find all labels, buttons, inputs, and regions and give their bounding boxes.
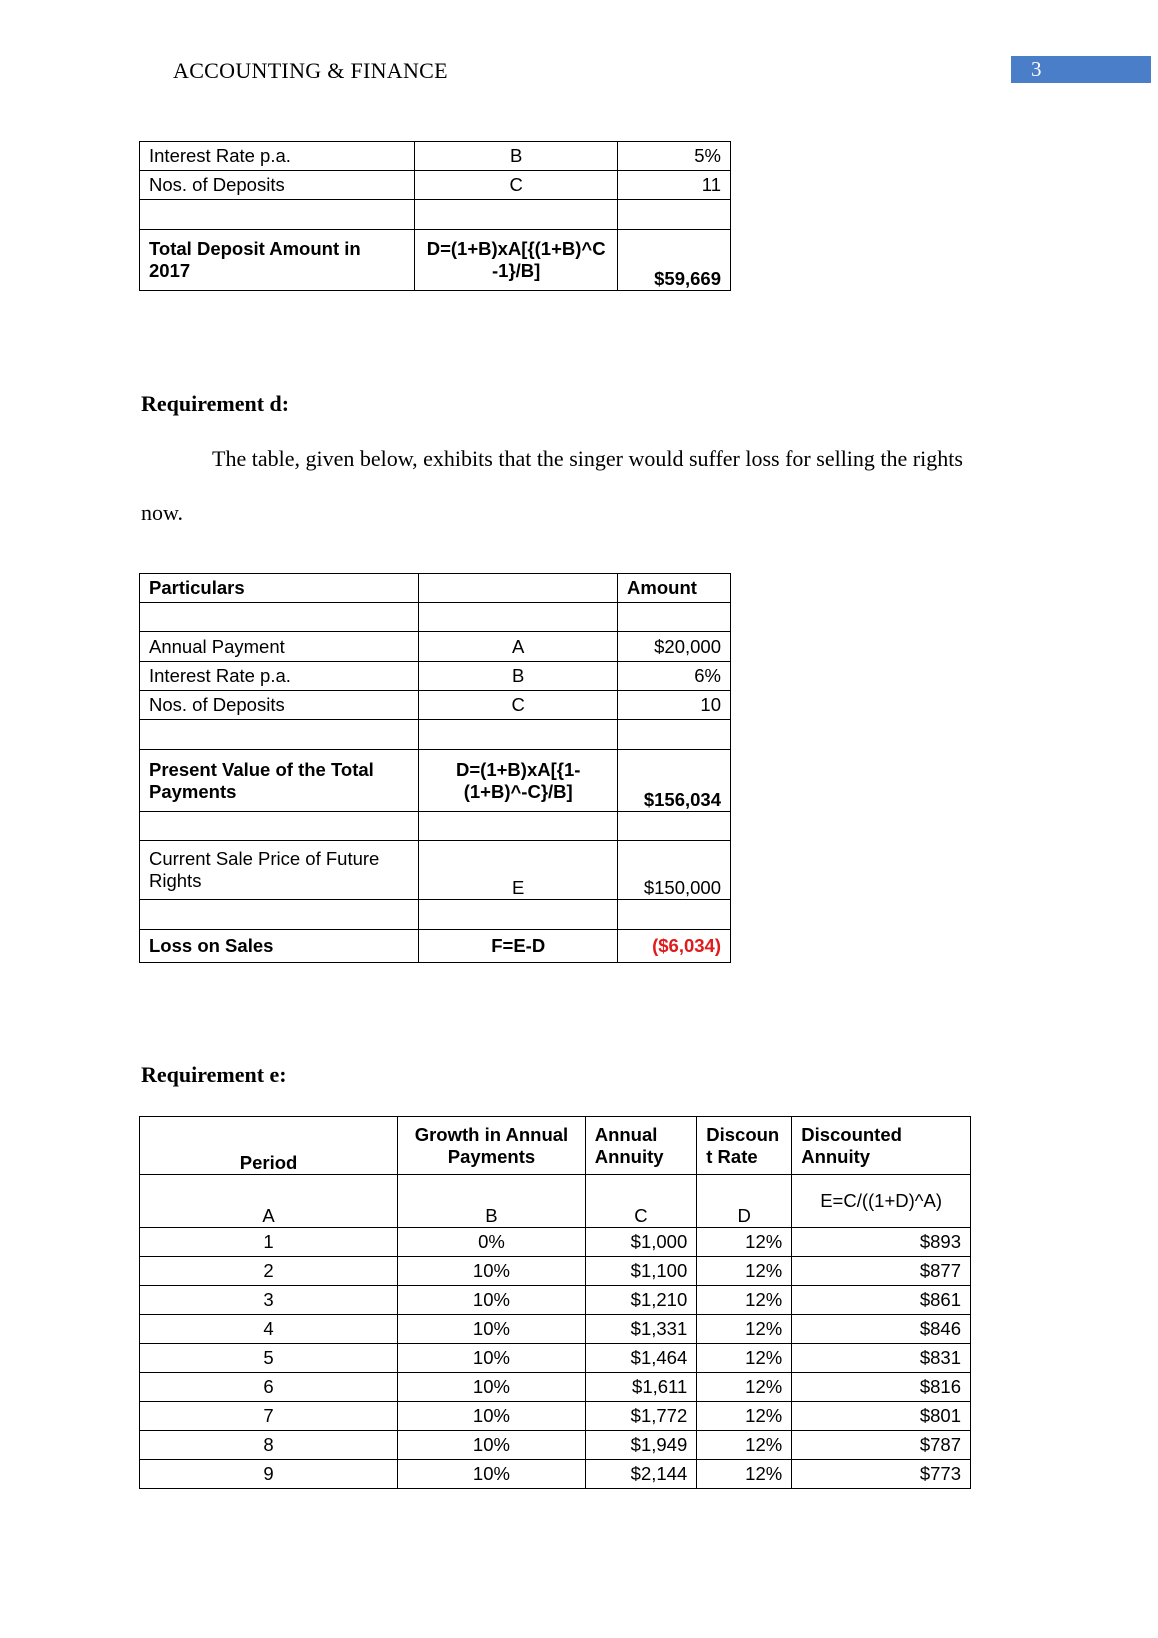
cell-period: 7 [140, 1402, 398, 1431]
cell-period: 4 [140, 1315, 398, 1344]
empty-row [140, 200, 731, 230]
table-row [140, 1315, 971, 1344]
cell-growth: 10% [398, 1431, 586, 1460]
cell-annuity: $1,611 [585, 1373, 697, 1402]
row-value: 10 [618, 691, 731, 720]
code-row [140, 1175, 971, 1228]
table-row [140, 1373, 971, 1402]
empty-row [140, 720, 731, 750]
code-d: D [697, 1175, 792, 1228]
pv-formula: D=(1+B)xA[{1-(1+B)^-C}/B] [419, 750, 618, 812]
empty-row [140, 603, 731, 632]
table-row [140, 1286, 971, 1315]
sale-label: Current Sale Price of Future Rights [140, 841, 419, 900]
table-row [140, 1460, 971, 1489]
cell-discounted-annuity: $787 [792, 1431, 971, 1460]
table-row [140, 632, 731, 662]
table-row [140, 662, 731, 691]
loss-label: Loss on Sales [140, 930, 419, 963]
annuity-table [139, 1116, 971, 1489]
cell-discounted-annuity: $893 [792, 1228, 971, 1257]
cell-discounted-annuity: $816 [792, 1373, 971, 1402]
row-value: 11 [618, 171, 731, 200]
total-formula: D=(1+B)xA[{(1+B)^C -1}/B] [415, 230, 618, 291]
cell-discount-rate: 12% [697, 1402, 792, 1431]
cell-growth: 10% [398, 1286, 586, 1315]
col-header-annuity: Annual Annuity [585, 1117, 697, 1175]
cell-discount-rate: 12% [697, 1257, 792, 1286]
cell-annuity: $1,464 [585, 1344, 697, 1373]
code-c: C [585, 1175, 697, 1228]
cell-annuity: $1,772 [585, 1402, 697, 1431]
cell-annuity: $1,210 [585, 1286, 697, 1315]
cell-discount-rate: 12% [697, 1315, 792, 1344]
col-header-discounted-annuity: Discounted Annuity [792, 1117, 971, 1175]
pv-label: Present Value of the Total Payments [140, 750, 419, 812]
cell-discounted-annuity: $773 [792, 1460, 971, 1489]
table-row [140, 1257, 971, 1286]
cell-growth: 0% [398, 1228, 586, 1257]
table-row [140, 1228, 971, 1257]
cell-discounted-annuity: $877 [792, 1257, 971, 1286]
total-label: Total Deposit Amount in 2017 [140, 230, 415, 291]
cell-growth: 10% [398, 1257, 586, 1286]
row-label: Interest Rate p.a. [140, 662, 419, 691]
row-code: B [419, 662, 618, 691]
cell-period: 8 [140, 1431, 398, 1460]
total-row [140, 230, 731, 291]
row-value: 5% [618, 142, 731, 171]
amount-header: Amount [618, 574, 731, 603]
cell-growth: 10% [398, 1344, 586, 1373]
cell-period: 6 [140, 1373, 398, 1402]
cell-period: 9 [140, 1460, 398, 1489]
cell-discounted-annuity: $801 [792, 1402, 971, 1431]
code-e: E=C/((1+D)^A) [792, 1175, 971, 1228]
cell-discount-rate: 12% [697, 1228, 792, 1257]
row-code: C [419, 691, 618, 720]
row-label: Nos. of Deposits [140, 171, 415, 200]
table-header-row [140, 1117, 971, 1175]
cell-discount-rate: 12% [697, 1286, 792, 1315]
table-row [140, 1431, 971, 1460]
cell-growth: 10% [398, 1402, 586, 1431]
cell-discounted-annuity: $861 [792, 1286, 971, 1315]
col-header-period: Period [140, 1117, 398, 1175]
loss-row [140, 930, 731, 963]
cell-period: 5 [140, 1344, 398, 1373]
cell-discounted-annuity: $831 [792, 1344, 971, 1373]
cell-growth: 10% [398, 1373, 586, 1402]
row-value: 6% [618, 662, 731, 691]
cell-discount-rate: 12% [697, 1460, 792, 1489]
running-header: ACCOUNTING & FINANCE [173, 58, 448, 83]
row-code: B [415, 142, 618, 171]
paragraph-line-1: The table, given below, exhibits that the singer would suffer loss for selling the rights [212, 446, 963, 471]
code-b: B [398, 1175, 586, 1228]
row-label: Nos. of Deposits [140, 691, 419, 720]
row-label: Interest Rate p.a. [140, 142, 415, 171]
paragraph-line-2: now. [141, 500, 183, 525]
cell-period: 3 [140, 1286, 398, 1315]
total-value: $59,669 [618, 230, 731, 291]
cell-growth: 10% [398, 1460, 586, 1489]
code-a: A [140, 1175, 398, 1228]
table-row [140, 1402, 971, 1431]
cell-discounted-annuity: $846 [792, 1315, 971, 1344]
table-row [140, 142, 731, 171]
loss-formula: F=E-D [419, 930, 618, 963]
cell-discount-rate: 12% [697, 1344, 792, 1373]
table-header-row [140, 574, 731, 603]
requirement-e-heading: Requirement e: [141, 1062, 287, 1087]
sale-value: $150,000 [618, 841, 731, 900]
table-row [140, 1344, 971, 1373]
cell-period: 1 [140, 1228, 398, 1257]
pv-value: $156,034 [618, 750, 731, 812]
requirement-d-heading: Requirement d: [141, 391, 290, 416]
col-header-discount-rate: Discount Rate [697, 1117, 792, 1175]
sale-code: E [419, 841, 618, 900]
empty-row [140, 812, 731, 841]
cell-annuity: $1,100 [585, 1257, 697, 1286]
table-row [140, 171, 731, 200]
row-label: Annual Payment [140, 632, 419, 662]
cell-discount-rate: 12% [697, 1431, 792, 1460]
col-header-growth: Growth in Annual Payments [398, 1117, 586, 1175]
cell-discount-rate: 12% [697, 1373, 792, 1402]
row-code: A [419, 632, 618, 662]
particulars-header: Particulars [140, 574, 419, 603]
sale-rights-table [139, 573, 731, 963]
deposit-table [139, 141, 731, 291]
present-value-row [140, 750, 731, 812]
sale-price-row [140, 841, 731, 900]
cell-period: 2 [140, 1257, 398, 1286]
cell-growth: 10% [398, 1315, 586, 1344]
cell-annuity: $1,331 [585, 1315, 697, 1344]
empty-row [140, 900, 731, 930]
cell-annuity: $1,000 [585, 1228, 697, 1257]
row-value: $20,000 [618, 632, 731, 662]
cell-annuity: $1,949 [585, 1431, 697, 1460]
row-code: C [415, 171, 618, 200]
loss-value: ($6,034) [618, 930, 731, 963]
cell-annuity: $2,144 [585, 1460, 697, 1489]
page-number: 3 [1011, 56, 1151, 83]
table-row [140, 691, 731, 720]
